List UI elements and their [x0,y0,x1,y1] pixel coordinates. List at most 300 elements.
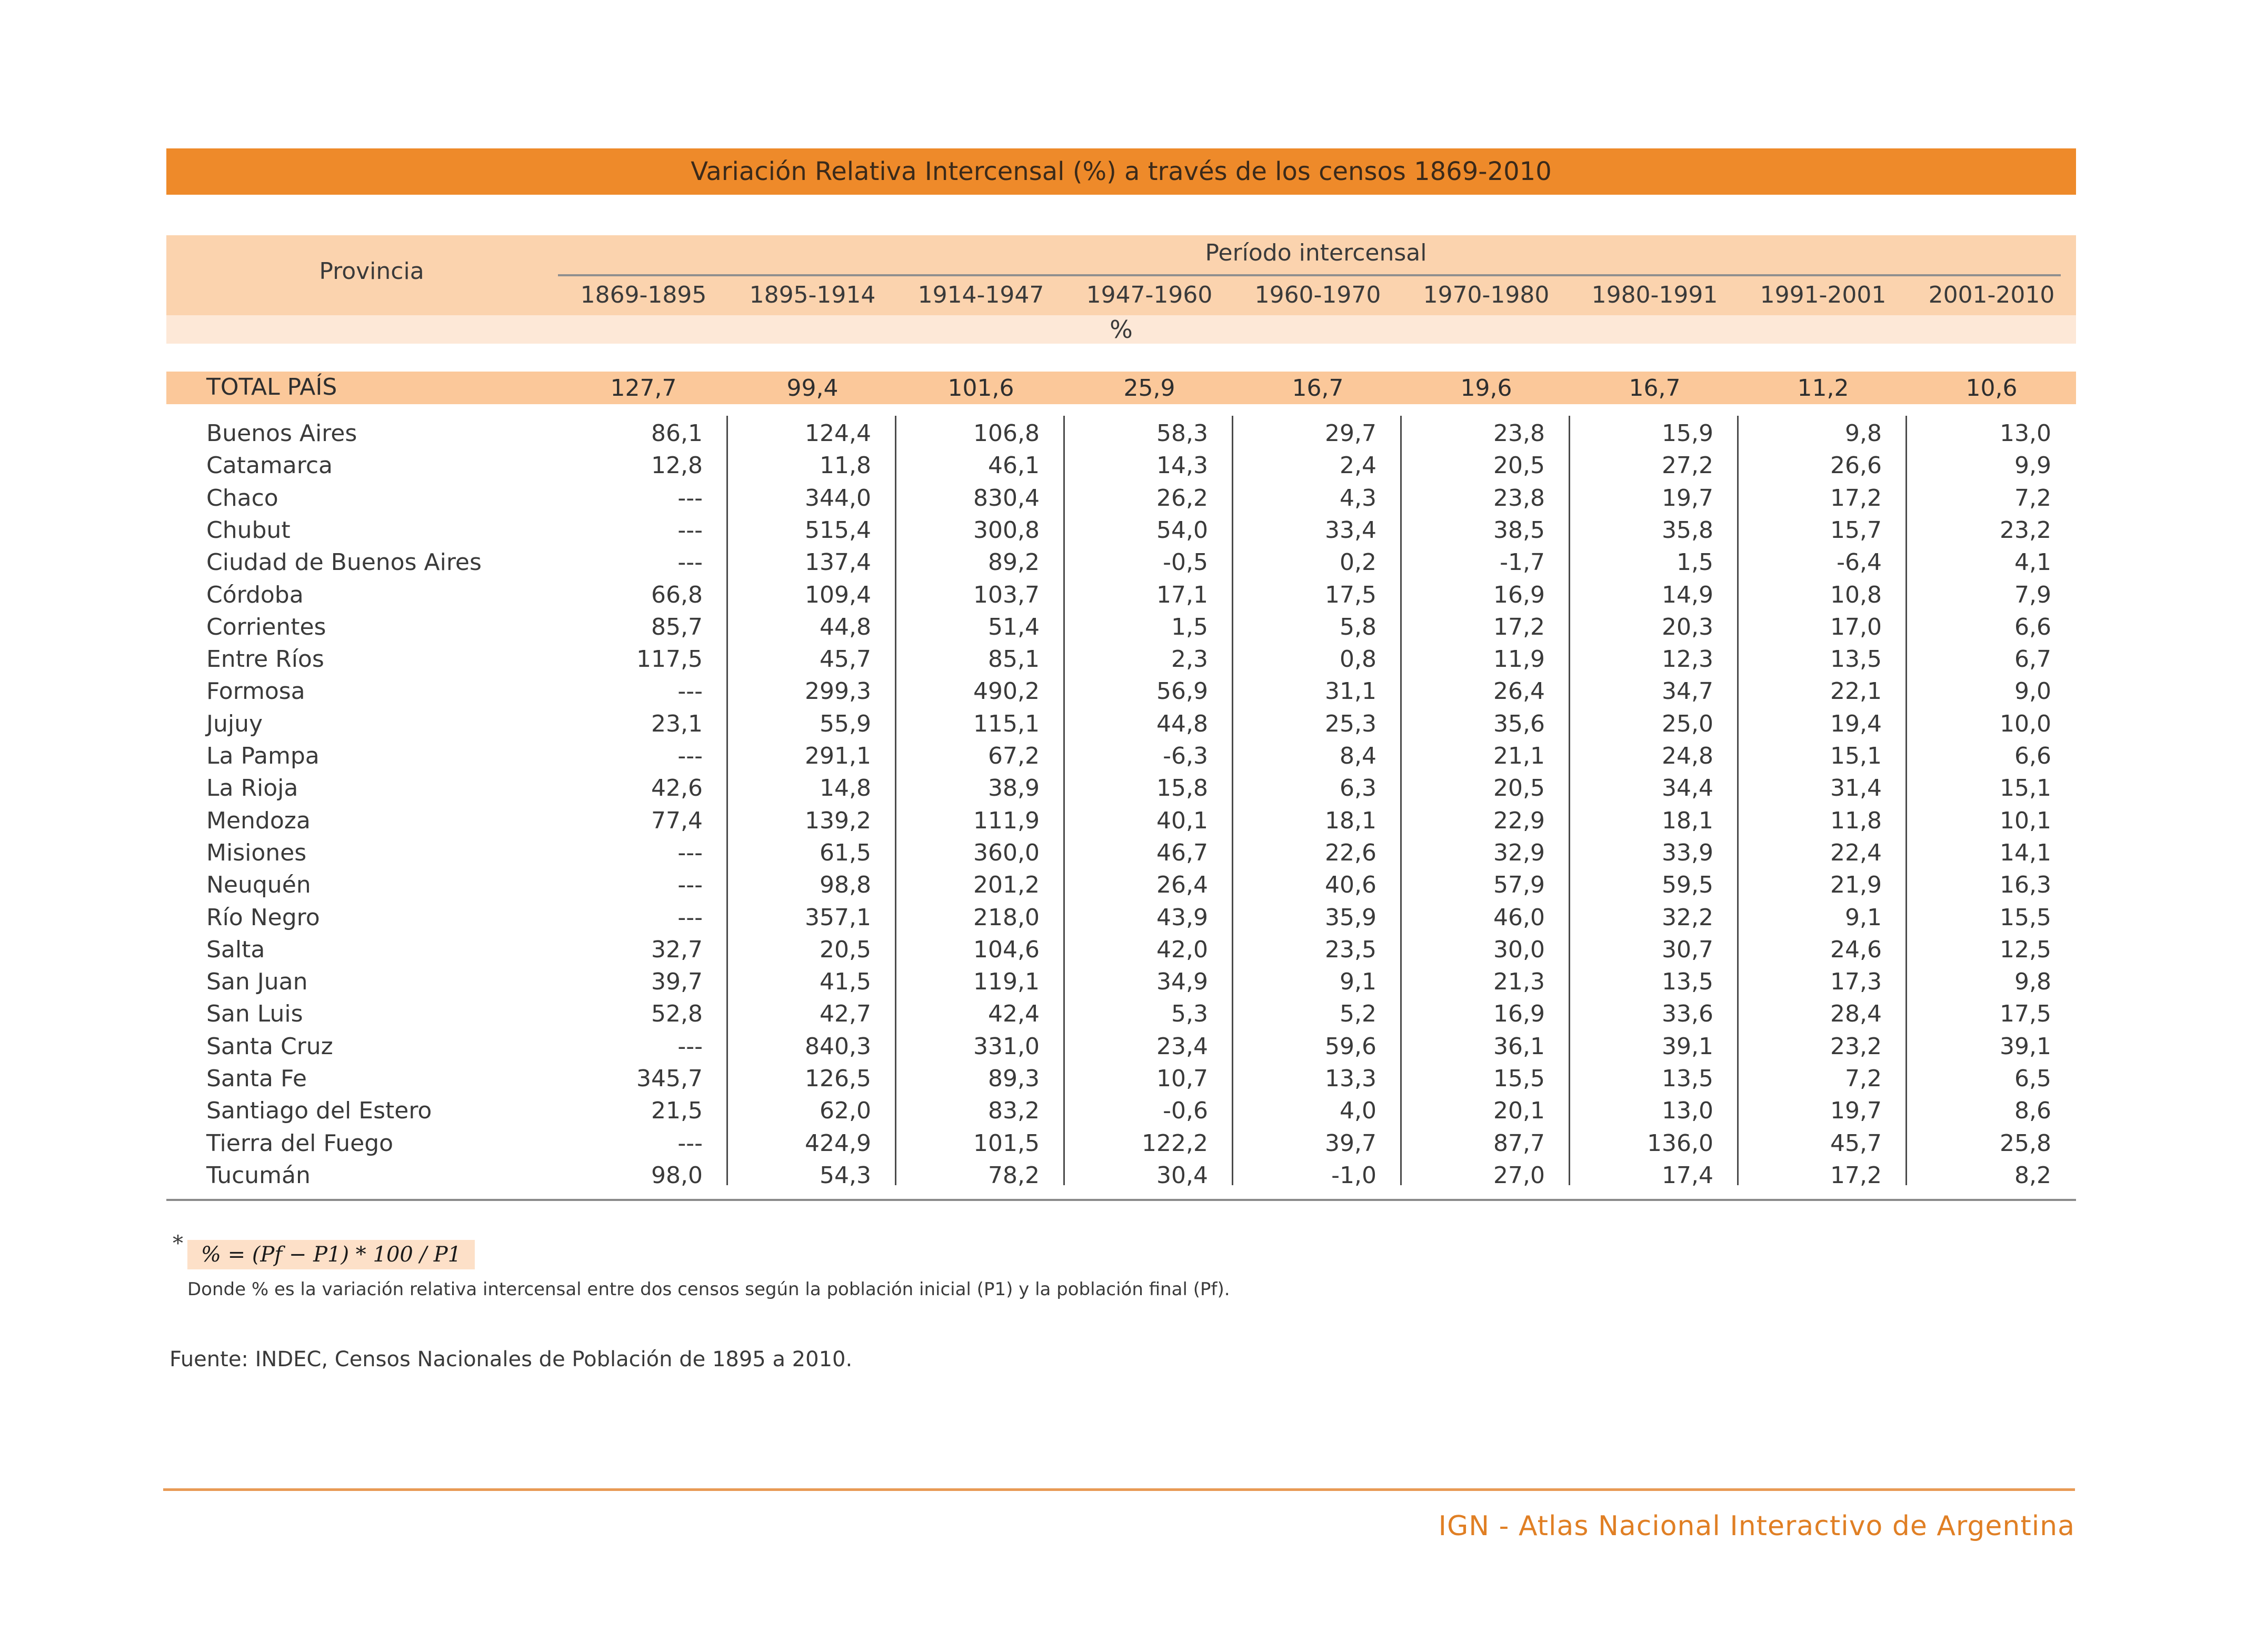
table-cell: -6,4 [1837,549,1882,576]
table-row [0,675,2255,707]
table-cell: 32,7 [651,936,703,963]
table-cell: 19,4 [1830,710,1882,737]
province-name: Neuquén [206,872,311,899]
table-cell: 119,1 [973,968,1040,996]
table-cell: 21,9 [1830,872,1882,899]
table-cell: 26,2 [1156,484,1208,512]
table-cell: 15,1 [1830,743,1882,769]
province-name: Santa Fe [206,1065,307,1092]
table-cell: 139,2 [805,807,871,834]
table-cell: 9,1 [1845,904,1882,931]
table-cell: 201,2 [973,872,1040,899]
table-cell: 26,6 [1830,452,1882,479]
table-cell: 28,4 [1830,1000,1882,1028]
table-cell: 5,8 [1340,613,1376,640]
table-cell: 42,4 [988,1000,1040,1028]
table-cell: 9,1 [1340,968,1376,996]
table-cell: 31,1 [1325,678,1376,705]
table-cell: 32,9 [1493,839,1545,866]
table-row [0,965,2255,997]
total-value: 99,4 [786,375,839,402]
table-cell: 35,9 [1325,904,1376,931]
table-cell: 117,5 [636,646,703,673]
table-cell: 17,2 [1830,484,1882,512]
province-name: Catamarca [206,452,333,479]
table-row [0,417,2255,449]
province-name: Jujuy [206,710,263,737]
table-cell: 98,0 [651,1162,703,1189]
table-cell: 16,9 [1493,581,1545,608]
table-cell: 0,2 [1340,549,1376,576]
table-cell: 101,5 [973,1129,1040,1157]
table-cell: 58,3 [1156,420,1208,447]
table-cell: 7,9 [2014,581,2051,608]
table-cell: 115,1 [973,710,1040,737]
period-header-rule [558,274,2061,276]
total-value: 10,6 [1965,375,2018,402]
table-cell: 44,8 [820,613,871,640]
table-cell: 34,4 [1662,775,1713,802]
table-cell: --- [677,904,703,931]
table-cell: 6,5 [2014,1065,2051,1092]
table-cell: 24,6 [1830,936,1882,963]
table-cell: 6,6 [2014,613,2051,640]
table-cell: 10,1 [2000,807,2051,834]
table-cell: 35,6 [1493,710,1545,737]
table-cell: 25,8 [2000,1129,2051,1157]
table-cell: 840,3 [805,1033,871,1060]
table-row [0,933,2255,965]
table-cell: 124,4 [805,420,871,447]
table-cell: -0,5 [1163,549,1208,576]
table-cell: --- [677,1033,703,1060]
table-cell: 22,6 [1325,839,1376,866]
table-cell: 38,9 [988,775,1040,802]
table-cell: 218,0 [973,904,1040,931]
table-cell: 54,0 [1156,516,1208,544]
table-cell: 14,9 [1662,581,1713,608]
table-cell: 17,3 [1830,968,1882,996]
table-cell: 89,3 [988,1065,1040,1092]
formula: % = (Pf − P1) * 100 / P1 [187,1240,475,1269]
province-name: Río Negro [206,904,320,931]
table-cell: 83,2 [988,1097,1040,1125]
table-cell: 8,2 [2014,1162,2051,1189]
table-cell: 86,1 [651,420,703,447]
table-cell: 42,7 [820,1000,871,1028]
table-row [0,997,2255,1029]
table-cell: 29,7 [1325,420,1376,447]
table-cell: 21,5 [651,1097,703,1125]
table-cell: 0,8 [1340,646,1376,673]
table-cell: 85,1 [988,646,1040,673]
table-row [0,868,2255,900]
table-row [0,707,2255,739]
table-cell: 33,6 [1662,1000,1713,1028]
table-cell: 5,2 [1340,1000,1376,1028]
table-cell: 77,4 [651,807,703,834]
table-cell: 40,6 [1325,872,1376,899]
table-cell: 4,3 [1340,484,1376,512]
period-column-header: 1960-1970 [1254,282,1381,308]
table-cell: 23,8 [1493,484,1545,512]
footer-brand: IGN - Atlas Nacional Interactivo de Argentina [1438,1510,2075,1542]
table-cell: 23,2 [2000,516,2051,544]
table-row [0,772,2255,804]
table-cell: 122,2 [1142,1129,1208,1157]
column-separator [1232,416,1233,1185]
province-name: San Juan [206,968,308,996]
period-column-header: 1991-2001 [1760,282,1887,308]
province-name: La Pampa [206,743,320,769]
column-separator [726,416,728,1185]
table-cell: 10,0 [2000,710,2051,737]
table-cell: --- [677,516,703,544]
province-name: Misiones [206,839,307,866]
table-cell: 104,6 [973,936,1040,963]
table-cell: 2,3 [1171,646,1208,673]
table-cell: -1,7 [1500,549,1545,576]
table-cell: 23,4 [1156,1033,1208,1060]
table-cell: 15,5 [2000,904,2051,931]
table-cell: 345,7 [636,1065,703,1092]
table-cell: 360,0 [973,839,1040,866]
table-cell: 300,8 [973,516,1040,544]
table-cell: 59,5 [1662,872,1713,899]
table-cell: 54,3 [820,1162,871,1189]
table-cell: 12,5 [2000,936,2051,963]
table-cell: 6,6 [2014,743,2051,769]
table-cell: 7,2 [2014,484,2051,512]
table-cell: 24,8 [1662,743,1713,769]
column-separator [1905,416,1907,1185]
table-cell: 20,5 [820,936,871,963]
table-cell: 30,7 [1662,936,1713,963]
table-cell: 43,9 [1156,904,1208,931]
footer-rule [163,1488,2075,1491]
table-cell: 109,4 [805,581,871,608]
table-cell: 13,5 [1830,646,1882,673]
period-column-header: 1914-1947 [917,282,1044,308]
table-cell: 51,4 [988,613,1040,640]
table-cell: --- [677,743,703,769]
province-name: Entre Ríos [206,646,324,673]
table-cell: 23,1 [651,710,703,737]
table-cell: 12,3 [1662,646,1713,673]
table-cell: 9,9 [2014,452,2051,479]
table-cell: 15,9 [1662,420,1713,447]
table-cell: 4,0 [1340,1097,1376,1125]
province-name: Tucumán [206,1162,311,1189]
table-cell: 27,0 [1493,1162,1545,1189]
table-cell: -6,3 [1163,743,1208,769]
table-row [0,1159,2255,1191]
table-row [0,546,2255,578]
period-column-header: 2001-2010 [1928,282,2055,308]
period-column-header: 1869-1895 [580,282,707,308]
table-cell: --- [677,872,703,899]
table-row [0,739,2255,772]
table-cell: 15,8 [1156,775,1208,802]
table-cell: 7,2 [1845,1065,1882,1092]
total-value: 127,7 [610,375,677,402]
table-cell: 62,0 [820,1097,871,1125]
table-cell: 42,6 [651,775,703,802]
table-cell: 126,5 [805,1065,871,1092]
period-column-header: 1895-1914 [749,282,876,308]
province-column-header: Provincia [319,258,424,285]
table-cell: 20,5 [1493,775,1545,802]
table-cell: 33,4 [1325,516,1376,544]
table-cell: 67,2 [988,743,1040,769]
table-row [0,1094,2255,1126]
table-cell: 34,9 [1156,968,1208,996]
table-cell: 89,2 [988,549,1040,576]
table-cell: 106,8 [973,420,1040,447]
table-cell: 136,0 [1647,1129,1713,1157]
table-cell: 11,9 [1493,646,1545,673]
total-value: 19,6 [1460,375,1512,402]
total-row-label: TOTAL PAÍS [206,374,337,401]
table-cell: 30,0 [1493,936,1545,963]
province-name: San Luis [206,1000,303,1028]
table-cell: 36,1 [1493,1033,1545,1060]
table-cell: --- [677,678,703,705]
unit-row: % [166,315,2076,344]
table-cell: 52,8 [651,1000,703,1028]
table-cell: 26,4 [1493,678,1545,705]
table-cell: 33,9 [1662,839,1713,866]
table-cell: 299,3 [805,678,871,705]
table-cell: -1,0 [1331,1162,1376,1189]
table-cell: 30,4 [1156,1162,1208,1189]
table-cell: 85,7 [651,613,703,640]
column-separator [1569,416,1570,1185]
table-cell: 16,9 [1493,1000,1545,1028]
table-cell: 17,1 [1156,581,1208,608]
province-name: Formosa [206,678,305,705]
province-name: Corrientes [206,613,326,640]
table-cell: 15,1 [2000,775,2051,802]
table-cell: 22,4 [1830,839,1882,866]
table-cell: 59,6 [1325,1033,1376,1060]
footnote-marker: * [173,1232,183,1256]
table-cell: 15,7 [1830,516,1882,544]
table-cell: 17,0 [1830,613,1882,640]
province-name: Buenos Aires [206,420,357,447]
table-cell: 39,1 [1662,1033,1713,1060]
province-name: Tierra del Fuego [206,1129,394,1157]
table-cell: 22,1 [1830,678,1882,705]
table-cell: 5,3 [1171,1000,1208,1028]
total-value: 101,6 [947,375,1014,402]
table-cell: 46,0 [1493,904,1545,931]
table-cell: 46,1 [988,452,1040,479]
table-cell: 9,0 [2014,678,2051,705]
table-cell: 11,8 [1830,807,1882,834]
table-cell: 15,5 [1493,1065,1545,1092]
table-cell: --- [677,484,703,512]
source-text: Fuente: INDEC, Censos Nacionales de Población de 1895 a 2010. [169,1347,853,1371]
table-cell: 17,2 [1830,1162,1882,1189]
table-cell: 4,1 [2014,549,2051,576]
table-cell: 17,4 [1662,1162,1713,1189]
table-cell: 344,0 [805,484,871,512]
table-cell: 78,2 [988,1162,1040,1189]
table-cell: 13,5 [1662,1065,1713,1092]
table-cell: 111,9 [973,807,1040,834]
table-cell: 14,3 [1156,452,1208,479]
total-value: 11,2 [1797,375,1849,402]
table-row [0,610,2255,643]
table-cell: 20,1 [1493,1097,1545,1125]
table-cell: -0,6 [1163,1097,1208,1125]
table-cell: 20,5 [1493,452,1545,479]
table-cell: --- [677,839,703,866]
table-title: Variación Relativa Intercensal (%) a través de los censos 1869-2010 [166,148,2076,195]
table-cell: 291,1 [805,743,871,769]
table-cell: 21,3 [1493,968,1545,996]
table-row [0,514,2255,546]
table-cell: 17,5 [2000,1000,2051,1028]
table-row [0,643,2255,675]
table-cell: 8,4 [1340,743,1376,769]
table-cell: 66,8 [651,581,703,608]
table-cell: 137,4 [805,549,871,576]
table-cell: 2,4 [1340,452,1376,479]
table-cell: 22,9 [1493,807,1545,834]
table-cell: 57,9 [1493,872,1545,899]
table-cell: 357,1 [805,904,871,931]
table-row [0,1062,2255,1094]
table-cell: 424,9 [805,1129,871,1157]
province-name: Salta [206,936,265,963]
table-cell: 6,3 [1340,775,1376,802]
province-name: Ciudad de Buenos Aires [206,549,482,576]
table-cell: 44,8 [1156,710,1208,737]
province-name: Córdoba [206,581,304,608]
province-name: Chaco [206,484,278,512]
table-cell: 14,1 [2000,839,2051,866]
table-cell: 10,8 [1830,581,1882,608]
table-cell: 35,8 [1662,516,1713,544]
period-column-header: 1980-1991 [1591,282,1718,308]
total-value: 16,7 [1629,375,1681,402]
column-separator [1737,416,1739,1185]
period-column-header: 1947-1960 [1086,282,1213,308]
table-cell: 9,8 [2014,968,2051,996]
column-separator [895,416,896,1185]
table-cell: 21,1 [1493,743,1545,769]
table-cell: 26,4 [1156,872,1208,899]
table-row [0,578,2255,610]
table-cell: 39,1 [2000,1033,2051,1060]
table-cell: 19,7 [1830,1097,1882,1125]
column-separator [1400,416,1402,1185]
table-cell: 13,5 [1662,968,1713,996]
table-cell: 34,7 [1662,678,1713,705]
table-cell: 6,7 [2014,646,2051,673]
table-row [0,1030,2255,1062]
table-cell: 25,0 [1662,710,1713,737]
table-row [0,804,2255,836]
table-cell: 23,2 [1830,1033,1882,1060]
total-value: 25,9 [1123,375,1175,402]
table-row [0,1127,2255,1159]
table-row [0,482,2255,514]
table-cell: 17,2 [1493,613,1545,640]
table-cell: 27,2 [1662,452,1713,479]
table-cell: 61,5 [820,839,871,866]
table-cell: 12,8 [651,452,703,479]
table-cell: 32,2 [1662,904,1713,931]
table-cell: 13,3 [1325,1065,1376,1092]
table-cell: 31,4 [1830,775,1882,802]
table-cell: 9,8 [1845,420,1882,447]
table-cell: 515,4 [805,516,871,544]
table-cell: 11,8 [820,452,871,479]
table-cell: 87,7 [1493,1129,1545,1157]
province-name: Santa Cruz [206,1033,333,1060]
column-separator [1063,416,1065,1185]
province-name: Chubut [206,516,291,544]
table-cell: 13,0 [1662,1097,1713,1125]
table-row [0,836,2255,868]
table-cell: 23,8 [1493,420,1545,447]
table-cell: 45,7 [820,646,871,673]
table-cell: 39,7 [1325,1129,1376,1157]
table-cell: 98,8 [820,872,871,899]
table-cell: 39,7 [651,968,703,996]
period-column-header: 1970-1980 [1423,282,1550,308]
table-cell: 20,3 [1662,613,1713,640]
table-cell: 19,7 [1662,484,1713,512]
table-cell: 8,6 [2014,1097,2051,1125]
table-cell: 23,5 [1325,936,1376,963]
table-cell: 18,1 [1662,807,1713,834]
table-cell: 18,1 [1325,807,1376,834]
table-cell: 830,4 [973,484,1040,512]
province-name: La Rioja [206,775,298,802]
table-cell: 25,3 [1325,710,1376,737]
table-row [0,901,2255,933]
table-bottom-rule [166,1199,2076,1201]
period-header: Período intercensal [1205,239,1427,266]
table-cell: --- [677,1129,703,1157]
table-cell: 56,9 [1156,678,1208,705]
table-cell: 38,5 [1493,516,1545,544]
table-cell: 40,1 [1156,807,1208,834]
table-cell: 45,7 [1830,1129,1882,1157]
table-cell: 41,5 [820,968,871,996]
table-cell: --- [677,549,703,576]
table-cell: 17,5 [1325,581,1376,608]
table-cell: 1,5 [1677,549,1713,576]
province-name: Santiago del Estero [206,1097,432,1125]
table-cell: 1,5 [1171,613,1208,640]
table-cell: 55,9 [820,710,871,737]
table-cell: 490,2 [973,678,1040,705]
table-cell: 103,7 [973,581,1040,608]
table-cell: 42,0 [1156,936,1208,963]
footnote-text: Donde % es la variación relativa intercensal entre dos censos según la población inicial (P1) y la población final (Pf). [187,1279,1230,1300]
table-cell: 14,8 [820,775,871,802]
table-cell: 13,0 [2000,420,2051,447]
table-cell: 331,0 [973,1033,1040,1060]
table-cell: 46,7 [1156,839,1208,866]
table-cell: 10,7 [1156,1065,1208,1092]
province-name: Mendoza [206,807,311,834]
